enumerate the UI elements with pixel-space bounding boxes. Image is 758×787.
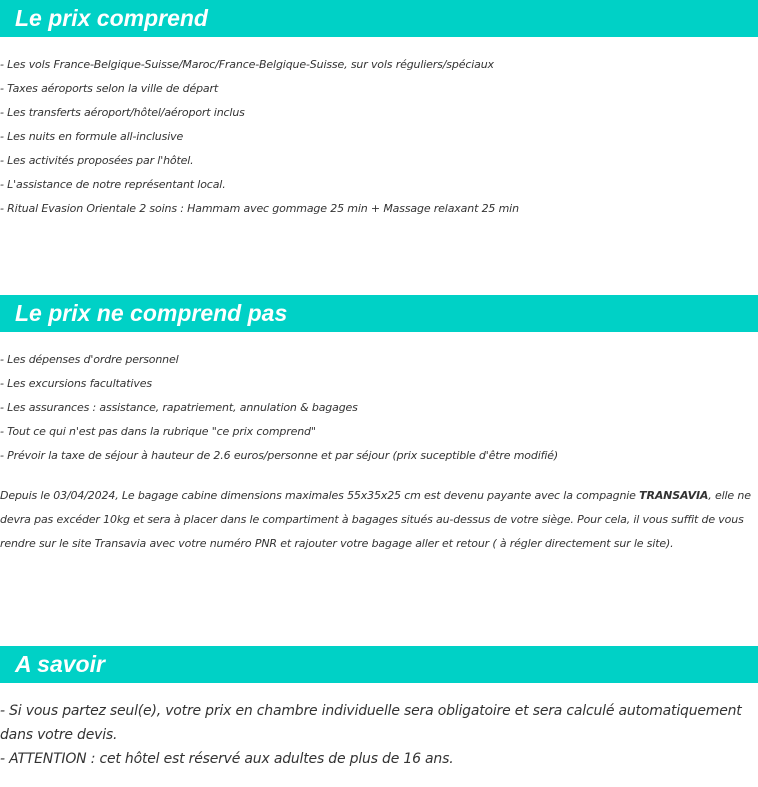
list-item: - Les activités proposées par l'hôtel. bbox=[0, 154, 194, 167]
baggage-note-text-end: , elle ne devra pas excéder 10kg et sera à placer dans le compartiment à bagages situés au-dessus de votre siège. Pour cela, il vous suffit de vous rendre sur le site Transavia avec votre numéro PNR et rajouter votre bagage aller et retour ( à régler directement sur le site). bbox=[0, 489, 751, 550]
section-title-excluded: Le prix ne comprend pas bbox=[15, 300, 288, 326]
list-item: - Les excursions facultatives bbox=[0, 377, 152, 390]
airline-name: TRANSAVIA bbox=[639, 489, 709, 502]
list-item: - ATTENTION : cet hôtel est réservé aux adultes de plus de 16 ans. bbox=[0, 751, 454, 767]
baggage-note bbox=[0, 484, 752, 556]
section-title-included: Le prix comprend bbox=[15, 5, 208, 31]
list-item: - Les vols France-Belgique-Suisse/Maroc/France-Belgique-Suisse, sur vols réguliers/spéciaux bbox=[0, 58, 494, 71]
list-item: - Si vous partez seul(e), votre prix en chambre individuelle sera obligatoire et sera calculé automatiquement dans votre devis. bbox=[0, 703, 742, 743]
section-header-info bbox=[0, 646, 758, 683]
section-header-included bbox=[0, 0, 758, 37]
list-item: - Taxes aéroports selon la ville de départ bbox=[0, 82, 219, 95]
section-title-info: A savoir bbox=[15, 651, 105, 677]
included-list bbox=[0, 53, 758, 221]
list-item: - Les dépenses d'ordre personnel bbox=[0, 353, 179, 366]
list-item: - Prévoir la taxe de séjour à hauteur de 2.6 euros/personne et par séjour (prix suceptible d'être modifié) bbox=[0, 449, 559, 462]
info-list bbox=[0, 699, 756, 771]
section-header-excluded bbox=[0, 295, 758, 332]
list-item: - L'assistance de notre représentant local. bbox=[0, 178, 226, 191]
excluded-list bbox=[0, 348, 758, 468]
list-item: - Les nuits en formule all-inclusive bbox=[0, 130, 184, 143]
baggage-note-text: Depuis le 03/04/2024, Le bagage cabine dimensions maximales 55x35x25 cm est devenu payante avec la compagnie bbox=[0, 489, 640, 502]
list-item: - Ritual Evasion Orientale 2 soins : Hammam avec gommage 25 min + Massage relaxant 25 min bbox=[0, 202, 519, 215]
list-item: - Les assurances : assistance, rapatriement, annulation & bagages bbox=[0, 401, 358, 414]
list-item: - Les transferts aéroport/hôtel/aéroport inclus bbox=[0, 106, 245, 119]
list-item: - Tout ce qui n'est pas dans la rubrique "ce prix comprend" bbox=[0, 425, 316, 438]
